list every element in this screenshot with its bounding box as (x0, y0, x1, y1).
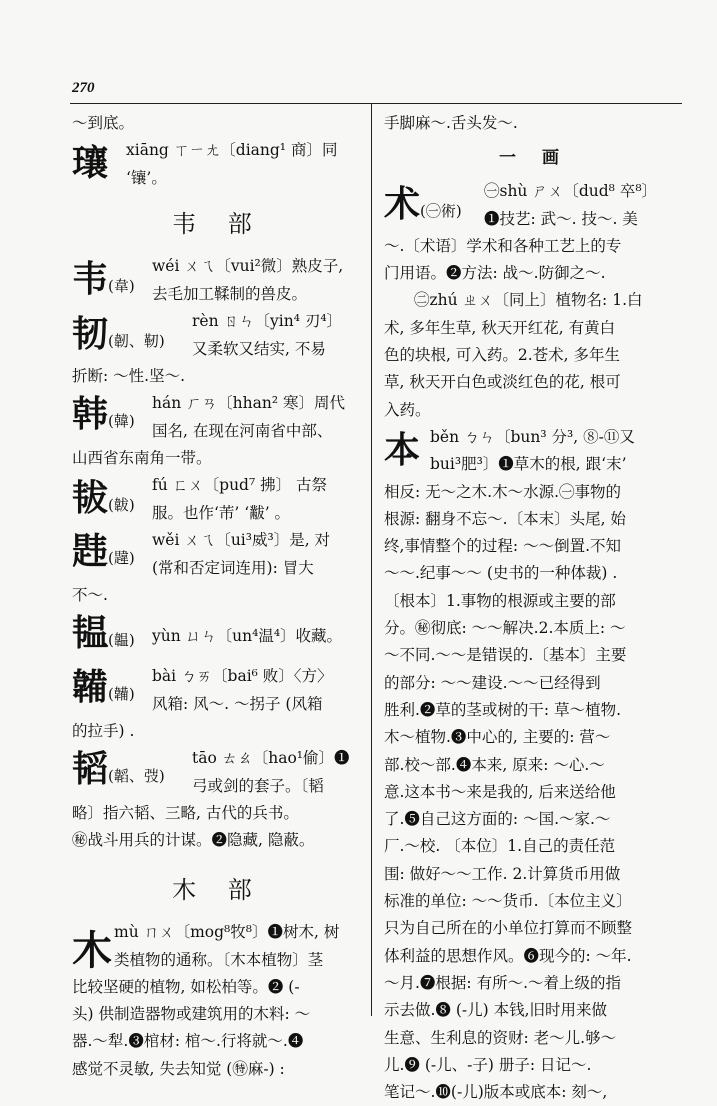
headword: 本 (384, 428, 421, 471)
entry-line: 门用语。❷方法: 战～.防御之～. (384, 264, 606, 283)
variant-form: (韜、弢) (108, 767, 165, 786)
section-heading-mu: 木 部 (172, 876, 264, 905)
entry-line: 不～. (72, 585, 108, 604)
header-rule (70, 103, 682, 104)
variant-form: (韛) (108, 685, 135, 704)
entry-line: xiāng ㄒㄧㄤ〔diang¹ 商〕同 (126, 141, 338, 160)
entry-line: 感觉不灵敏, 失去知觉 (㊕麻-) : (72, 1059, 285, 1078)
entry-line: 儿.❾ (-儿、-子) 册子: 日记～. (384, 1055, 592, 1074)
entry-line: ～月.❼根据: 有所～.～着上级的指 (384, 973, 622, 992)
entry-line: yùn ㄩㄣ〔un⁴温⁴〕收藏。 (152, 627, 343, 646)
variant-form: (韍) (108, 496, 135, 515)
entry-line: 〔根本〕1.事物的根源或主要的部 (384, 591, 616, 610)
entry-line: hán ㄏㄢ〔hhan² 寒〕周代 (152, 394, 345, 413)
variant-form: (韓) (108, 412, 135, 431)
entry-line: 胜利.❷草的茎或树的干: 草～植物. (384, 700, 622, 719)
entry-line: 又柔软又结实, 不易 (192, 339, 326, 358)
entry-line: ～.〔术语〕学术和各种工艺上的专 (384, 236, 622, 255)
entry-line: 色的块根, 可入药。2.苍术, 多年生 (384, 346, 620, 365)
continuation-line: ～到底。 (72, 114, 135, 132)
entry-ben (384, 424, 684, 1106)
headword: 韛(韛) (72, 666, 135, 709)
entry-line: 风箱: 风～. ～拐子 (风箱 (152, 694, 323, 713)
entry-line: 的拉手) . (72, 721, 135, 740)
entry-line: 入药。 (384, 400, 431, 419)
entry-line: ‘镶’。 (126, 168, 167, 187)
entry-line: 只为自己所在的小单位打算而不顾整 (384, 919, 633, 938)
entry-ren (72, 308, 364, 390)
headword: 瓖 (72, 142, 109, 185)
entry-line: 头) 供制造器物或建筑用的木料: ～ (72, 1005, 311, 1024)
variant-form: (㊀術) (420, 202, 462, 221)
entry-yun (72, 609, 364, 663)
entry-line: ～～.纪事～～ (史书的一种体裁) . (384, 564, 618, 583)
headword: 韨(韍) (72, 477, 135, 520)
column-divider (371, 104, 372, 1016)
entry-line: 的部分: ～～建设.～～已经得到 (384, 673, 601, 692)
entry-line: 草, 秋天开白色或淡红色的花, 根可 (384, 373, 621, 392)
left-column (72, 110, 364, 1083)
entry-line: 器.～犁.❸棺材: 棺～.行将就～.❹ (72, 1032, 304, 1051)
continuation-line: 手脚麻～.舌头发～. (384, 114, 518, 132)
entry-line: 生意、生利息的资财: 老～儿.够～ (384, 1028, 617, 1047)
entry-line: 相反: 无～之木.木～水源.㊀事物的 (384, 482, 622, 501)
entry-line: (常和否定词连用): 冒大 (152, 558, 314, 577)
headword: 韪(韙) (72, 530, 135, 573)
entry-line: 服。也作‘芾’ ‘黻’ 。 (152, 503, 291, 522)
entry-bai (72, 663, 364, 745)
entry-line: ㊙战斗用兵的计谋。❷隐藏, 隐蔽。 (72, 831, 315, 850)
headword: 韩(韓) (72, 393, 135, 436)
entry-line: 示去做.❽ (-儿) 本钱,旧时用来做 (384, 1001, 608, 1020)
entry-wei (72, 253, 364, 308)
page-number: 270 (72, 80, 95, 96)
entry-line: 比较坚硬的植物, 如松柏等。❷ (- (72, 977, 300, 996)
entry-line: 分。㊙彻底: ～～解决.2.本质上: ～ (384, 619, 626, 638)
entry-line: 去毛加工鞣制的兽皮。 (152, 284, 308, 303)
entry-line: bui³肥³〕❶草木的根, 跟‘末’ (430, 455, 627, 474)
entry-line: 山西省东南角一带。 (72, 448, 212, 467)
entry-line: rèn ㄖㄣ〔yin⁴ 刃⁴〕 (192, 312, 343, 331)
entry-line: 根源: 翻身不忘～.〔本末〕头尾, 始 (384, 509, 626, 528)
entry-shu (384, 178, 684, 424)
entry-line: 略〕指六韬、三略, 古代的兵书。 (72, 803, 299, 822)
headword: 术(㊀術) (384, 183, 462, 226)
entry-line: bài ㄅㄞ〔bai⁶ 败〕〈方〉 (152, 667, 333, 686)
entry-line: ㊁zhú ㄓㄨ〔同上〕植物名: 1.白 (414, 291, 643, 310)
entry-han (72, 390, 364, 472)
entry-line: běn ㄅㄣ〔bun³ 分³, ⑧-⑪又 (430, 427, 635, 446)
variant-form: (韙) (108, 549, 135, 568)
entry-line: 折断: ～性.坚～. (72, 366, 186, 385)
variant-form: (韞) (108, 631, 135, 650)
entry-line: 木～植物.❸中心的, 主要的: 营～ (384, 728, 611, 747)
entry-line: 了.❺自己这方面的: ～国.～家.～ (384, 810, 611, 829)
entry-line: ❶技艺: 武～. 技～. 美 (484, 209, 638, 228)
entry-line: 术, 多年生草, 秋天开红花, 有黄白 (384, 318, 616, 337)
entry-line: 弓或剑的套子。〔韬 (192, 776, 324, 795)
entry-line: ㊀shù ㄕㄨ〔dud⁸ 卒⁸〕 (484, 182, 658, 201)
entry-line: 厂.～校. 〔本位〕1.自己的责任范 (384, 837, 616, 856)
section-heading-yihua: 一 画 (499, 148, 569, 169)
right-column (384, 110, 684, 1106)
entry-wei3 (72, 527, 364, 609)
variant-form: (韌、靭) (108, 332, 165, 351)
entry-line: mù ㄇㄨ〔mog⁸牧⁸〕❶树木, 树 (114, 923, 340, 942)
headword: 韫(韞) (72, 612, 135, 655)
entry-line: 类植物的通称。〔木本植物〕茎 (114, 950, 324, 969)
entry-line: 终,事情整个的过程: ～～倒置.不知 (384, 537, 622, 556)
entry-line: 围: 做好～～工作. 2.计算货币用做 (384, 864, 621, 883)
entry-line: 国名, 在现在河南省中部、 (152, 421, 333, 440)
headword: 韬(韜、弢) (72, 748, 165, 791)
section-heading-wei: 韦 部 (172, 210, 264, 239)
entry-line: 标准的单位: ～～货币.〔本位主义〕 (384, 892, 632, 911)
variant-form: (韋) (108, 277, 135, 296)
entry-line: tāo ㄊㄠ〔hao¹偷〕❶ (192, 749, 350, 768)
headword: 韧(韌、靭) (72, 313, 165, 356)
headword: 韦(韋) (72, 258, 135, 301)
entry-fu (72, 472, 364, 527)
entry-line: wěi ㄨㄟ〔ui³威³〕是, 对 (152, 531, 331, 550)
entry-xiang (72, 137, 364, 191)
entry-line: ～不同.～～是错误的.〔基本〕主要 (384, 646, 627, 665)
entry-tao (72, 745, 364, 855)
entry-line: fú ㄈㄨ〔pud⁷ 拂〕 古祭 (152, 476, 328, 495)
entry-line: wéi ㄨㄟ〔vui²微〕熟皮子, (152, 257, 344, 276)
headword: 木 (72, 927, 112, 975)
entry-line: 部.校～部.❹本来, 原来: ～心.～ (384, 755, 605, 774)
entry-line: 体利益的思想作风。❻现今的: ～年. (384, 946, 632, 965)
entry-line: 笔记～.❿(-儿)版本或底本: 刻～, (384, 1083, 608, 1102)
entry-mu (72, 919, 364, 1083)
entry-line: 意.这本书～来是我的, 后来送给他 (384, 782, 616, 801)
